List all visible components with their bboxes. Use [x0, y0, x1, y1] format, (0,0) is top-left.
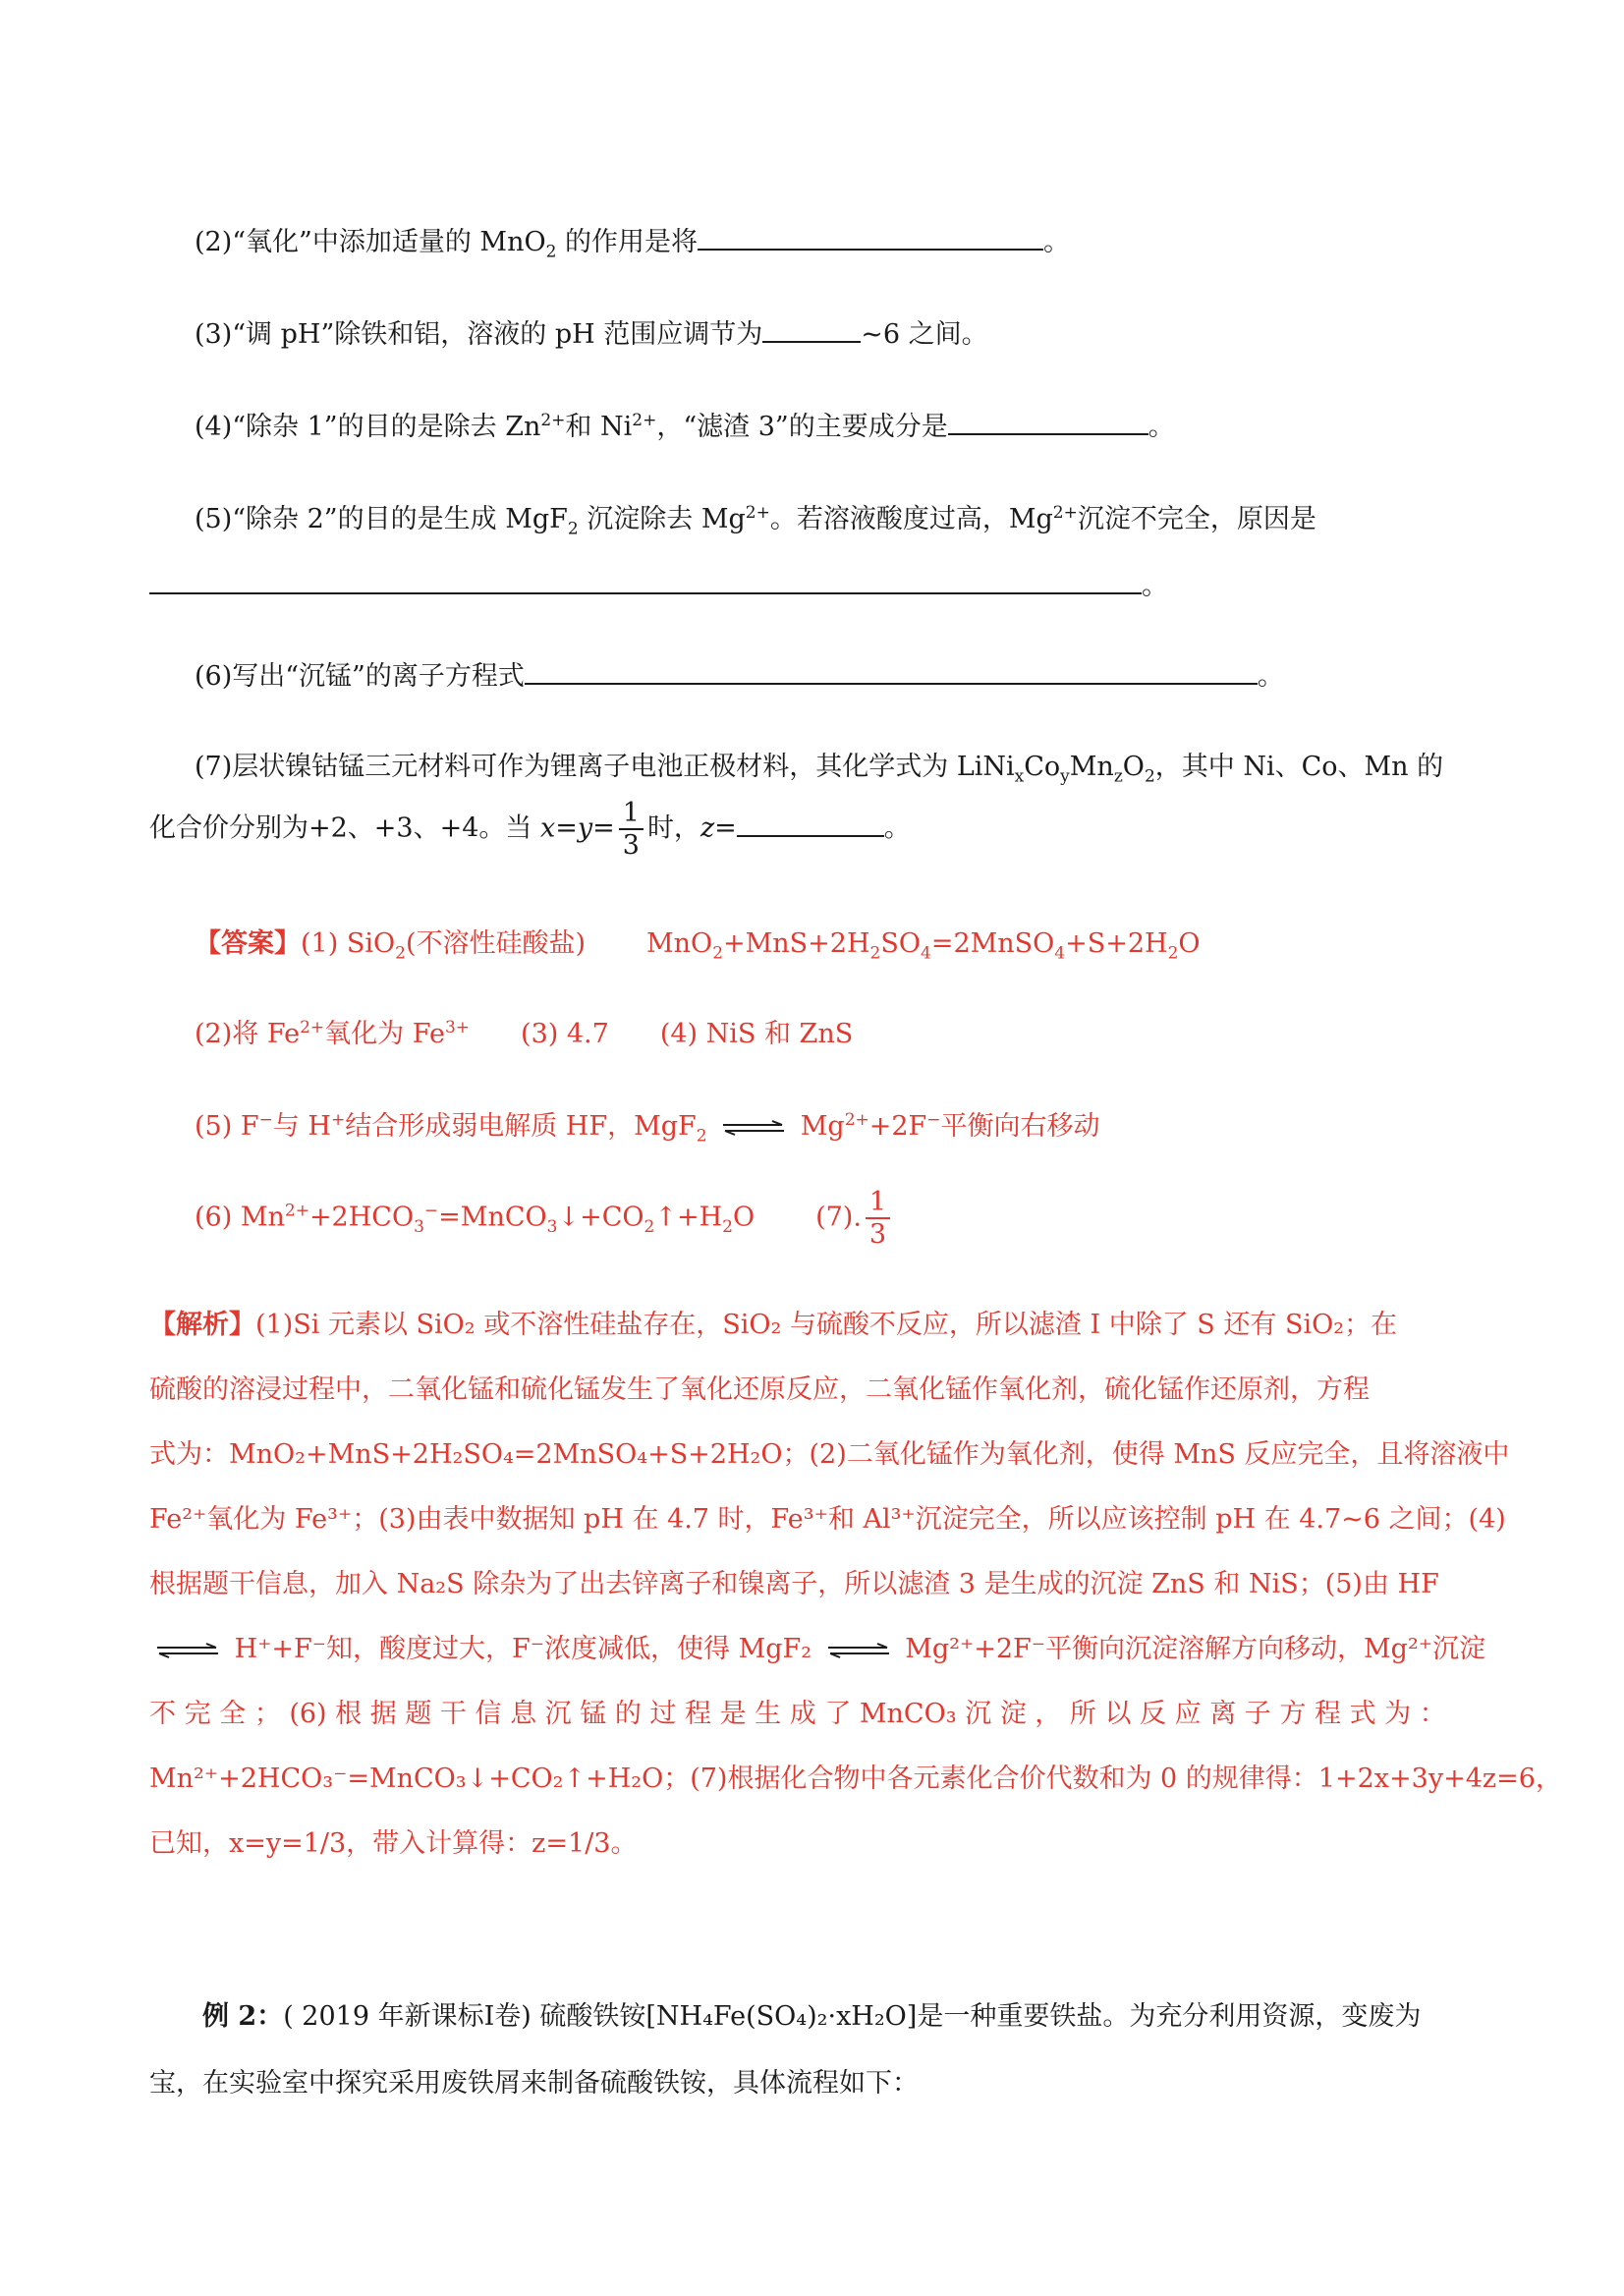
q7-frac-num: 1	[619, 798, 644, 830]
answer-1-eq2: +MnS+2H	[723, 928, 870, 959]
example-2-line-2	[149, 2061, 919, 2100]
answer-3-a: (5) F	[195, 1111, 259, 1142]
answer-4-sup1: 2+	[284, 1201, 309, 1221]
answer-line-2	[195, 1012, 853, 1050]
answer-3-sub1: 2	[696, 1126, 707, 1147]
question-6	[195, 654, 1284, 693]
analysis-line-6	[149, 1627, 1485, 1665]
analysis-line-7	[149, 1692, 1446, 1730]
analysis-p8: Mn²⁺+2HCO₃⁻=MnCO₃↓+CO₂↑+H₂O；(7)根据化合物中各元素化合价代数和为 0 的规律得：1+2x+3y+4z=6，	[149, 1764, 1562, 1794]
answer-1-s4: 4	[921, 943, 931, 964]
q4-end: 。	[1148, 412, 1175, 442]
answer-4-sub4: 2	[722, 1216, 733, 1237]
q5-text-b: 沉淀除去 Mg	[578, 504, 746, 534]
answer-3-sup1: −	[258, 1110, 273, 1130]
answer-2-d: (4) NiS 和 ZnS	[659, 1019, 854, 1049]
q2-text: (2)“氧化”中添加适量的 MnO	[195, 227, 546, 257]
question-2	[195, 220, 1070, 261]
q2-end: 。	[1043, 227, 1071, 257]
answer-4-frac-num: 1	[866, 1187, 890, 1219]
q7-var-z: z	[700, 812, 715, 844]
answer-3-sup2: +	[330, 1110, 346, 1130]
question-5	[195, 497, 1316, 538]
q7-end: 。	[883, 812, 911, 844]
q3-text: (3)“调 pH”除铁和铝，溶液的 pH 范围应调节为	[195, 319, 763, 350]
answer-1-eq4: =2MnSO	[930, 928, 1055, 959]
q2-suffix: 的作用是将	[556, 227, 699, 257]
q5-text-c: 。若溶液酸度过高，Mg	[769, 504, 1053, 534]
answer-4-c: =MnCO	[438, 1202, 547, 1233]
q7-eq-3: =	[714, 812, 737, 844]
q7-answer-blank[interactable]	[737, 810, 884, 837]
answer-3-f: 平衡向右移动	[940, 1111, 1100, 1142]
question-3	[195, 312, 988, 351]
q7-eq-1: =	[555, 812, 578, 844]
q7-sub-2: 2	[1144, 766, 1155, 787]
q7-frac-den: 3	[622, 830, 640, 861]
answer-line-3	[195, 1104, 1100, 1146]
answer-4-g: (7).	[815, 1202, 862, 1233]
q5-sub: 2	[567, 519, 579, 539]
analysis-label: 【解析】	[149, 1310, 255, 1340]
q7-sub-z: z	[1113, 766, 1123, 787]
answer-3-b: 与 H	[272, 1111, 331, 1142]
example-2-label: 例 2：	[202, 2001, 284, 2032]
answer-4-sup2: −	[423, 1201, 439, 1221]
analysis-p2: 硫酸的溶浸过程中，二氧化锰和硫化锰发生了氧化还原反应，二氧化锰作氧化剂，硫化锰作还原剂，方程	[149, 1374, 1370, 1405]
answer-2-sup1: 2+	[300, 1018, 325, 1037]
answer-4-e: ↑+H	[654, 1202, 723, 1233]
analysis-p6a: H⁺+F⁻知，酸度过大，F⁻浓度减低，使得 MgF₂	[234, 1634, 812, 1664]
q5-sup-2: 2+	[1052, 503, 1078, 523]
question-5-line-2	[149, 564, 1168, 602]
q5-text-d: 沉淀不完全，原因是	[1077, 504, 1316, 534]
answer-3-c: 结合形成弱电解质 HF，MgF	[345, 1111, 697, 1142]
answer-1-s6: 2	[1167, 943, 1179, 964]
q5-text-a: (5)“除杂 2”的目的是生成 MgF	[195, 504, 568, 534]
q2-answer-blank[interactable]	[698, 223, 1043, 251]
answer-line-4	[195, 1187, 894, 1250]
analysis-p1: (1)Si 元素以 SiO₂ 或不溶性硅盐存在，SiO₂ 与硫酸不反应，所以滤渣 I 中除了 S 还有 SiO₂；在	[255, 1310, 1398, 1340]
q6-text: (6)写出“沉锰”的离子方程式	[195, 661, 525, 692]
answer-line-1	[195, 922, 1201, 963]
q3-after: ~6 之间。	[861, 319, 988, 350]
analysis-line-3	[149, 1432, 1509, 1471]
answer-3-d: Mg	[800, 1111, 845, 1142]
q6-end: 。	[1257, 661, 1284, 692]
q7-var-x: x	[540, 812, 556, 844]
question-7-line-2	[149, 798, 911, 861]
q7-mn: Mn	[1069, 752, 1114, 782]
analysis-p3: 式为：MnO₂+MnS+2H₂SO₄=2MnSO₄+S+2H₂O；(2)二氧化锰作为氧化剂，使得 MnS 反应完全，且将溶液中	[149, 1439, 1510, 1470]
q7-text-2a: 化合价分别为+2、+3、+4。当	[149, 812, 540, 844]
analysis-p9: 已知，x=y=1/3，带入计算得：z=1/3。	[149, 1828, 638, 1859]
answer-4-sub2: 3	[546, 1216, 558, 1237]
q7-text-1: (7)层状镍钴锰三元材料可作为锂离子电池正极材料，其化学式为 LiNi	[195, 752, 1015, 782]
q4-text-c: ，“滤渣 3”的主要成分是	[656, 412, 948, 442]
answer-2-c: (3) 4.7	[521, 1019, 609, 1049]
analysis-line-1	[149, 1303, 1397, 1341]
analysis-p6b: Mg²⁺+2F⁻平衡向沉淀溶解方向移动，Mg²⁺沉淀	[905, 1634, 1486, 1664]
answer-2-b: 氧化为 Fe	[324, 1019, 445, 1049]
answer-1-b: (不溶性硅酸盐)	[405, 928, 587, 959]
answer-3-sup3: 2+	[844, 1110, 869, 1130]
answer-4-f: O	[732, 1202, 756, 1233]
q2-sub: 2	[545, 242, 557, 262]
answer-4-b: +2HCO	[308, 1202, 415, 1233]
answer-4-d: ↓+CO	[557, 1202, 644, 1233]
q4-answer-blank[interactable]	[948, 408, 1148, 435]
answer-1-eq3: SO	[880, 928, 921, 959]
question-4	[195, 405, 1175, 443]
example-2-text-2: 宝，在实验室中探究采用废铁屑来制备硫酸铁铵，具体流程如下：	[149, 2068, 919, 2099]
q5-answer-blank[interactable]	[149, 567, 1142, 594]
answer-1-s1: 2	[395, 943, 406, 964]
question-7	[195, 745, 1443, 786]
q4-text-a: (4)“除杂 1”的目的是除去 Zn	[195, 412, 541, 442]
q7-sub-y: y	[1060, 766, 1070, 787]
answer-1-eq5: +S+2H	[1065, 928, 1168, 959]
q7-fraction	[619, 798, 644, 861]
answer-1-s2: 2	[712, 943, 724, 964]
q7-text-2b: 时，	[646, 812, 700, 844]
analysis-p7: 不 完 全 ； (6) 根 据 题 干 信 息 沉 锰 的 过 程 是 生 成 了 MnCO₃ 沉 淀 ， 所 以 反 应 离 子 方 程 式 为 ：	[149, 1699, 1446, 1729]
q7-var-y: y	[577, 812, 593, 844]
analysis-p5: 根据题干信息，加入 Na₂S 除杂为了出去锌离子和镍离子，所以滤渣 3 是生成的沉淀 ZnS 和 NiS；(5)由 HF	[149, 1569, 1439, 1599]
q7-text-1-end: ，其中 Ni、Co、Mn 的	[1154, 752, 1444, 782]
example-2-text-1: ( 2019 年新课标Ⅰ卷) 硫酸铁铵[NH₄Fe(SO₄)₂·xH₂O]是一种重要铁盐。为充分利用资源，变废为	[283, 2001, 1422, 2032]
q6-answer-blank[interactable]	[525, 657, 1258, 685]
answer-2-a: (2)将 Fe	[195, 1019, 301, 1049]
q4-text-b: 和 Ni	[565, 412, 633, 442]
equilibrium-arrow-icon	[155, 1643, 220, 1658]
q5-end: 。	[1142, 571, 1168, 601]
equilibrium-arrow-icon	[721, 1120, 786, 1136]
answer-1-s3: 2	[869, 943, 881, 964]
answer-4-sub3: 2	[644, 1216, 655, 1237]
answer-4-a: (6) Mn	[195, 1202, 285, 1233]
q5-sup-1: 2+	[745, 503, 770, 523]
q4-sup-2: 2+	[632, 411, 657, 430]
q3-answer-blank[interactable]	[762, 315, 861, 343]
answer-4-fraction	[866, 1187, 890, 1250]
q7-o: O	[1122, 752, 1145, 782]
analysis-line-9	[149, 1821, 637, 1860]
q7-eq-2: =	[592, 812, 615, 844]
q7-co: Co	[1024, 752, 1061, 782]
answer-1-a: (1) SiO	[301, 928, 396, 959]
answer-4-sub1: 3	[414, 1216, 424, 1237]
answer-label: 【答案】	[195, 928, 301, 959]
example-2-line-1	[202, 1994, 1421, 2033]
answer-3-e: +2F	[868, 1111, 927, 1142]
answer-2-sup2: 3+	[444, 1018, 471, 1037]
q4-sup-1: 2+	[540, 411, 566, 430]
analysis-line-8	[149, 1757, 1562, 1795]
q7-sub-x: x	[1014, 766, 1025, 787]
answer-1-eq: MnO	[646, 928, 713, 959]
equilibrium-arrow-icon	[826, 1643, 891, 1658]
answer-1-eq6: O	[1178, 928, 1201, 959]
answer-3-sup4: −	[926, 1110, 941, 1130]
answer-4-frac-den: 3	[868, 1219, 887, 1250]
analysis-p4: Fe²⁺氧化为 Fe³⁺；(3)由表中数据知 pH 在 4.7 时，Fe³⁺和 Al³⁺沉淀完全，所以应该控制 pH 在 4.7~6 之间；(4)	[149, 1504, 1506, 1535]
analysis-line-4	[149, 1497, 1506, 1536]
analysis-line-5	[149, 1562, 1439, 1600]
answer-1-s5: 4	[1054, 943, 1066, 964]
analysis-line-2	[149, 1368, 1370, 1406]
